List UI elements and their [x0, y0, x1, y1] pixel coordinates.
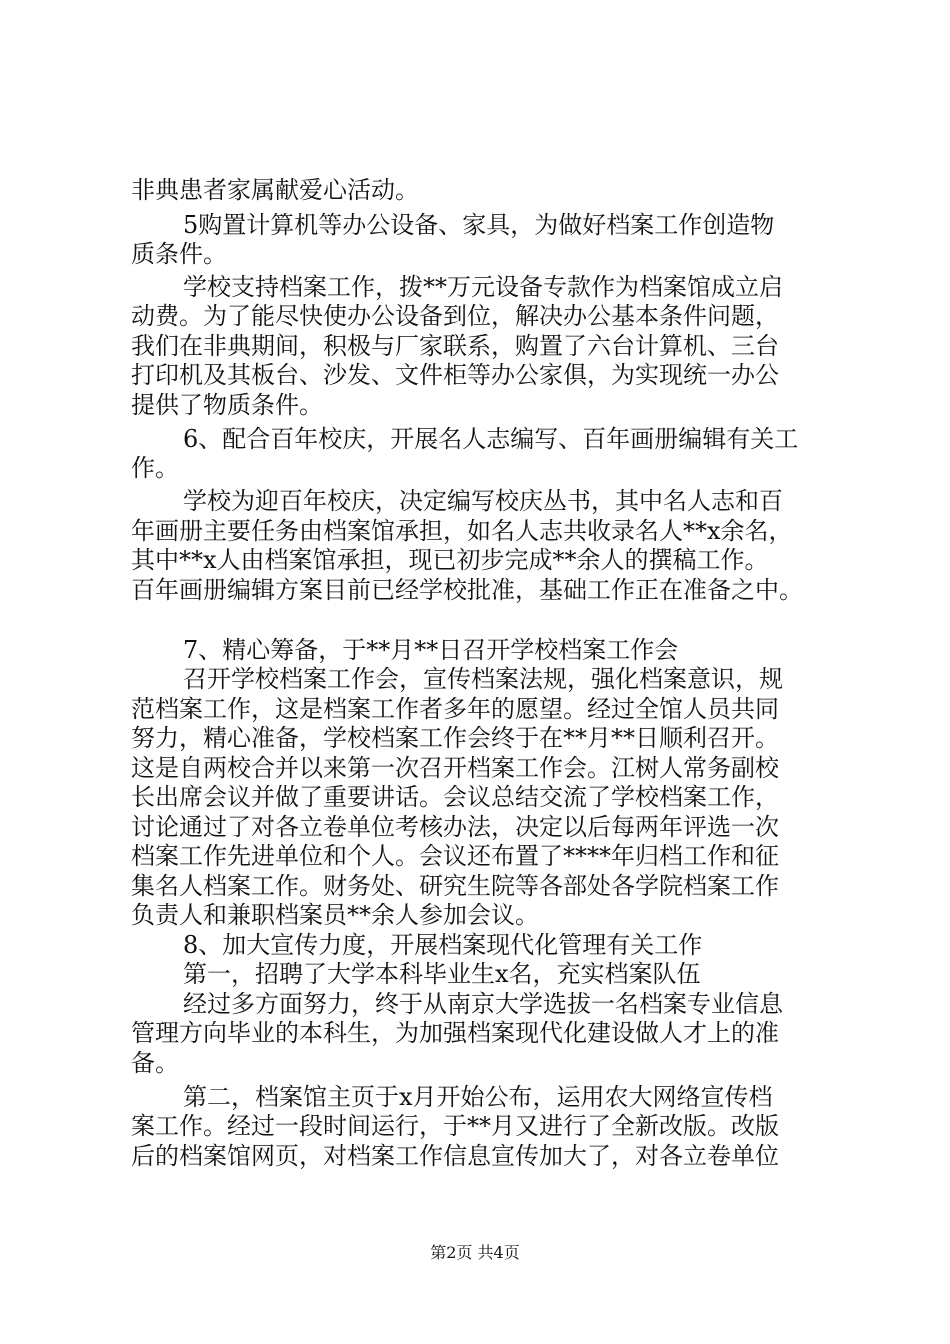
- list-heading-7: 7、精心筹备，于**月**日召开学校档案工作会: [183, 636, 679, 664]
- text-line: 作。: [131, 454, 179, 482]
- text-line: 范档案工作，这是档案工作者多年的愿望。经过全馆人员共同: [131, 695, 779, 723]
- text-line: 提供了物质条件。: [131, 391, 323, 419]
- text-line: 讨论通过了对各立卷单位考核办法，决定以后每两年评选一次: [131, 813, 779, 841]
- sub-heading-first: 第一，招聘了大学本科毕业生x名，充实档案队伍: [183, 960, 701, 988]
- list-heading-5: 5购置计算机等办公设备、家具，为做好档案工作创造物: [183, 211, 775, 239]
- text-line: 非典患者家属献爱心活动。: [131, 176, 419, 204]
- paragraph-start: 学校支持档案工作，拨**万元设备专款作为档案馆成立启: [183, 273, 783, 301]
- text-line: 案工作。经过一段时间运行，于**月又进行了全新改版。改版: [131, 1112, 779, 1140]
- text-line: 集名人档案工作。财务处、研究生院等各部处各学院档案工作: [131, 872, 779, 900]
- text-line: 这是自两校合并以来第一次召开档案工作会。江树人常务副校: [131, 754, 779, 782]
- paragraph-start: 经过多方面努力，终于从南京大学选拔一名档案专业信息: [183, 990, 783, 1018]
- text-line: 打印机及其板台、沙发、文件柜等办公家俱，为实现统一办公: [131, 361, 779, 389]
- paragraph-start: 召开学校档案工作会，宣传档案法规，强化档案意识，规: [183, 665, 783, 693]
- text-line: 档案工作先进单位和个人。会议还布置了****年归档工作和征: [131, 842, 779, 870]
- list-heading-8: 8、加大宣传力度，开展档案现代化管理有关工作: [183, 931, 703, 959]
- sub-heading-second: 第二，档案馆主页于x月开始公布，运用农大网络宣传档: [183, 1083, 773, 1111]
- text-line: 后的档案馆网页，对档案工作信息宣传加大了，对各立卷单位: [131, 1142, 779, 1170]
- text-line: 我们在非典期间，积极与厂家联系，购置了六台计算机、三台: [131, 332, 779, 360]
- paragraph-start: 学校为迎百年校庆，决定编写校庆丛书，其中名人志和百: [183, 487, 783, 515]
- text-line: 备。: [131, 1049, 179, 1077]
- page-footer: 第2页 共4页: [430, 1243, 520, 1262]
- text-line: 努力，精心准备，学校档案工作会终于在**月**日顺利召开。: [131, 724, 779, 752]
- text-line: 负责人和兼职档案员**余人参加会议。: [131, 901, 539, 929]
- text-line: 百年画册编辑方案目前已经学校批准，基础工作正在准备之中。: [131, 576, 803, 604]
- text-line: 其中**x人由档案馆承担，现已初步完成**余人的撰稿工作。: [131, 546, 769, 574]
- text-line: 长出席会议并做了重要讲话。会议总结交流了学校档案工作，: [131, 783, 779, 811]
- text-line: 管理方向毕业的本科生，为加强档案现代化建设做人才上的准: [131, 1019, 779, 1047]
- list-heading-6: 6、配合百年校庆，开展名人志编写、百年画册编辑有关工: [183, 425, 799, 453]
- text-line: 质条件。: [131, 240, 227, 268]
- text-line: 动费。为了能尽快使办公设备到位，解决办公基本条件问题，: [131, 302, 779, 330]
- text-line: 年画册主要任务由档案馆承担，如名人志共收录名人**x余名，: [131, 517, 793, 545]
